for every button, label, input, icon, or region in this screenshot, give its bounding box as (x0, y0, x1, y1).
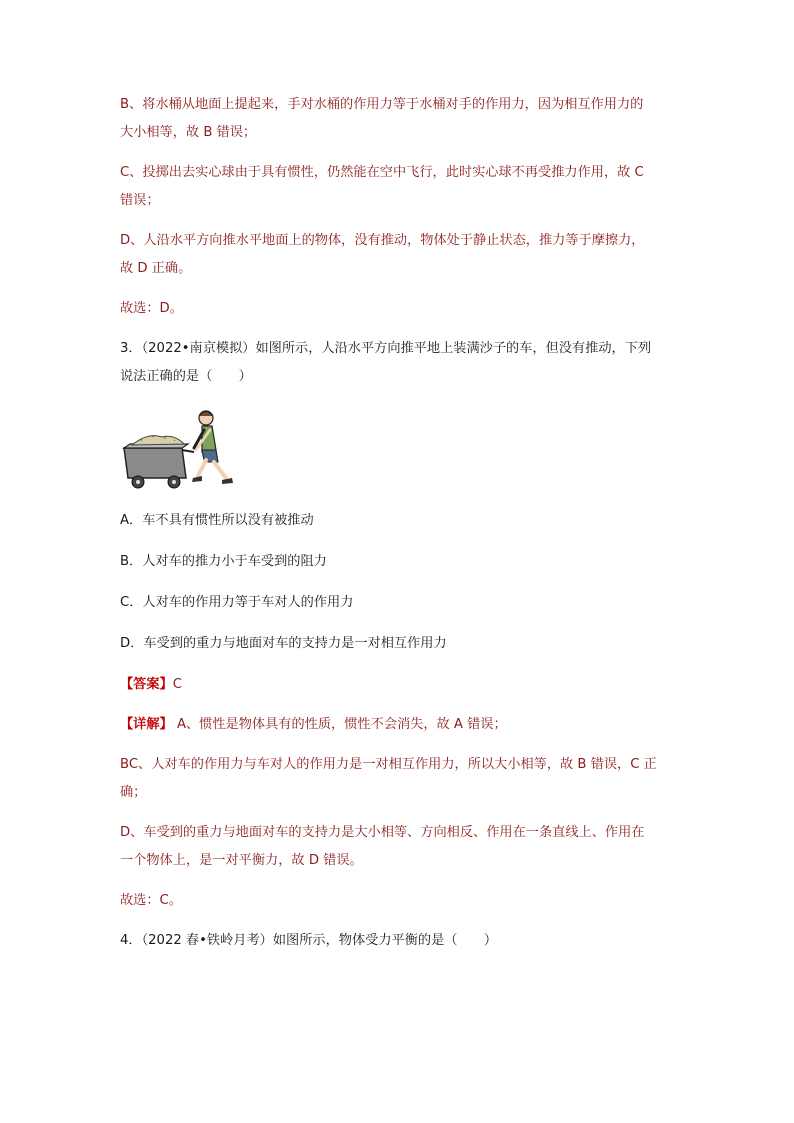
detail-label: 【详解】 (120, 717, 173, 732)
question3-detail-d-line1: D、车受到的重力与地面对车的支持力是大小相等、方向相反、作用在一条直线上、作用在 (120, 825, 645, 840)
question3-option-c: C．人对车的作用力等于车对人的作用力 (120, 595, 354, 610)
question3-detail-d-line2: 一个物体上，是一对平衡力，故 D 错误。 (120, 853, 363, 868)
question3-answer (120, 676, 182, 694)
explanation-d-line1: D、人沿水平方向推水平地面上的物体，没有推动，物体处于静止状态，推力等于摩擦力， (120, 233, 645, 248)
question3-choose: 故选：C。 (120, 893, 182, 908)
question3-detail-bc-line1: BC、人对车的作用力与车对人的作用力是一对相互作用力，所以大小相等，故 B 错误，C 正 (120, 757, 657, 772)
explanation-choose: 故选：D。 (120, 301, 183, 316)
question3-detail-line1 (120, 716, 507, 734)
cart-pushing-illustration (118, 404, 236, 492)
explanation-b-line1: B、将水桶从地面上提起来，手对水桶的作用力等于水桶对手的作用力，因为相互作用力的 (120, 97, 644, 112)
question4-stem: 4．（2022 春•铁岭月考）如图所示，物体受力平衡的是（ ） (120, 933, 498, 948)
answer-value: C (172, 677, 182, 692)
question3-option-b: B．人对车的推力小于车受到的阻力 (120, 554, 327, 569)
explanation-c-line1: C、投掷出去实心球由于具有惯性，仍然能在空中飞行，此时实心球不再受推力作用，故 C (120, 165, 644, 180)
question3-stem-line1: 3．（2022•南京模拟）如图所示，人沿水平方向推平地上装满沙子的车，但没有推动，下列 (120, 341, 652, 356)
explanation-b-line2: 大小相等，故 B 错误； (120, 125, 257, 140)
answer-label: 【答案】 (120, 677, 173, 692)
explanation-c-line2: 错误； (120, 193, 160, 208)
question3-option-d: D．车受到的重力与地面对车的支持力是一对相互作用力 (120, 636, 447, 651)
detail-a-text: A、惯性是物体具有的性质，惯性不会消失，故 A 错误； (172, 717, 507, 732)
explanation-d-line2: 故 D 正确。 (120, 261, 192, 276)
question3-option-a: A．车不具有惯性所以没有被推动 (120, 513, 314, 528)
question3-stem-line2: 说法正确的是（ ） (120, 369, 252, 384)
question3-detail-bc-line2: 确； (120, 785, 147, 800)
